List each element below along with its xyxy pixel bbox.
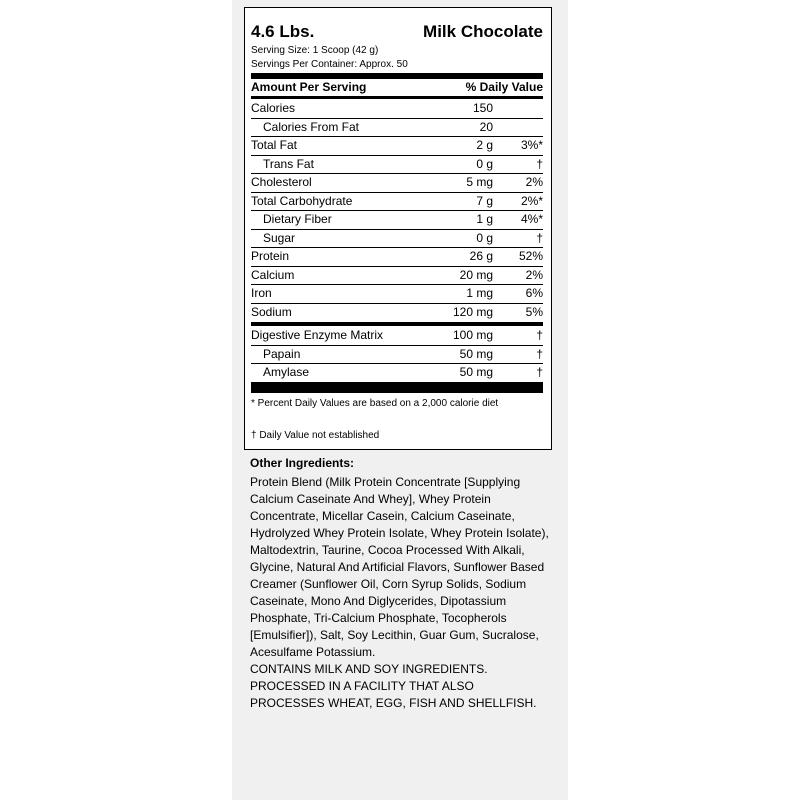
- nutrient-daily-value: 2%: [525, 175, 543, 189]
- nutrient-daily-value: 2%*: [520, 193, 543, 208]
- label-header: [251, 20, 543, 44]
- servings-per-container: Servings Per Container: Approx. 50: [251, 59, 408, 70]
- enzyme-amount: 100 mg: [452, 328, 493, 342]
- nutrient-row: [251, 285, 543, 304]
- nutrient-name: Protein: [251, 249, 290, 263]
- nutrient-daily-value: †: [536, 156, 543, 171]
- nutrient-name: Sugar: [263, 230, 296, 245]
- nutrient-row: [251, 267, 543, 286]
- nutrient-daily-value: 6%: [525, 286, 543, 300]
- enzyme-daily-value: †: [536, 365, 543, 379]
- nutrient-amount: 120 mg: [452, 304, 493, 319]
- nutrient-daily-value: 3%*: [520, 138, 543, 152]
- other-ingredients-title: Other Ingredients:: [250, 456, 355, 470]
- nutrient-name: Trans Fat: [263, 156, 314, 171]
- nutrient-name: Cholesterol: [251, 175, 312, 189]
- other-ingredients-section: [250, 455, 550, 712]
- enzyme-name: Amylase: [263, 365, 310, 379]
- nutrient-daily-value: 2%: [525, 267, 543, 282]
- nutrient-name: Calcium: [251, 267, 295, 282]
- nutrient-name: Total Carbohydrate: [251, 193, 353, 208]
- nutrient-row: [251, 211, 543, 230]
- nutrient-row: [251, 100, 543, 119]
- nutrient-amount: 26 g: [469, 249, 493, 263]
- nutrient-name: Calories: [251, 101, 296, 115]
- enzyme-row: [251, 346, 543, 365]
- nutrient-row: [251, 230, 543, 249]
- nutrient-row: [251, 304, 543, 323]
- nutrient-amount: 20 mg: [459, 267, 493, 282]
- nutrient-daily-value: 52%: [518, 249, 543, 263]
- nutrient-row: [251, 248, 543, 267]
- enzyme-daily-value: †: [536, 328, 543, 342]
- nutrient-amount: 5 mg: [466, 175, 493, 189]
- allergen-statement: CONTAINS MILK AND SOY INGREDIENTS. PROCESSED IN A FACILITY THAT ALSO PROCESSES WHEAT, EGG, FISH AND SHELLFISH.: [250, 662, 537, 710]
- enzyme-amount: 50 mg: [459, 346, 493, 361]
- nutrient-name: Total Fat: [251, 138, 298, 152]
- nutrient-name: Iron: [251, 286, 272, 300]
- amount-per-serving-header: Amount Per Serving: [251, 80, 367, 94]
- enzyme-daily-value: †: [536, 346, 543, 361]
- column-header-row: [251, 79, 543, 99]
- enzyme-row: [251, 364, 543, 383]
- footnote-not-established: † Daily Value not established: [251, 430, 380, 441]
- nutrient-amount: 0 g: [476, 230, 493, 245]
- product-flavor: Milk Chocolate: [423, 22, 543, 41]
- nutrient-daily-value: 5%: [525, 304, 543, 319]
- nutrient-amount: 2 g: [476, 138, 493, 152]
- nutrient-amount: 1 g: [476, 212, 493, 226]
- divider-thick-bottom: [251, 382, 543, 393]
- nutrient-row: [251, 156, 543, 175]
- divider-medium: [251, 322, 543, 326]
- nutrient-name: Sodium: [251, 304, 292, 319]
- serving-size: Serving Size: 1 Scoop (42 g): [251, 45, 379, 56]
- nutrient-daily-value: 4%*: [520, 212, 543, 226]
- footnote-daily-values: * Percent Daily Values are based on a 2,000 calorie diet: [251, 398, 499, 409]
- nutrient-row: [251, 193, 543, 212]
- enzyme-amount: 50 mg: [459, 365, 493, 379]
- nutrient-row: [251, 119, 543, 138]
- nutrient-daily-value: †: [536, 230, 543, 245]
- daily-value-header: % Daily Value: [465, 80, 543, 94]
- nutrient-row: [251, 174, 543, 193]
- nutrition-facts-label: [244, 7, 552, 450]
- nutrient-amount: 1 mg: [466, 286, 493, 300]
- nutrient-name: Calories From Fat: [263, 119, 360, 134]
- nutrient-amount: 0 g: [476, 156, 493, 171]
- nutrient-amount: 7 g: [476, 193, 493, 208]
- enzyme-row: [251, 327, 543, 346]
- enzyme-name: Papain: [263, 346, 301, 361]
- nutrient-row: [251, 137, 543, 156]
- product-weight: 4.6 Lbs.: [251, 22, 315, 41]
- other-ingredients-text: Protein Blend (Milk Protein Concentrate [Supplying Calcium Caseinate And Whey], Whey Protein Concentrate, Micellar Casein, Calcium Caseinate, Hydrolyzed Whey Protein Isolate, Whey Protein Isolate), Maltodextrin, Taurine, Cocoa Processed With Alkali, Glycine, Natural And Artificial Flavors, Sunflower Based Creamer (Sunflower Oil, Corn Syrup Solids, Sodium Caseinate, Mono And Diglycerides, Dipotassium Phosphate, Tri-Calcium Phosphate, Tocopherols [Emulsifier]), Salt, Soy Lecithin, Guar Gum, Sucralose, Acesulfame Potassium.: [250, 475, 549, 659]
- nutrient-name: Dietary Fiber: [263, 212, 332, 226]
- enzyme-name: Digestive Enzyme Matrix: [251, 328, 384, 342]
- nutrient-amount: 150: [472, 101, 493, 115]
- nutrient-amount: 20: [479, 119, 493, 134]
